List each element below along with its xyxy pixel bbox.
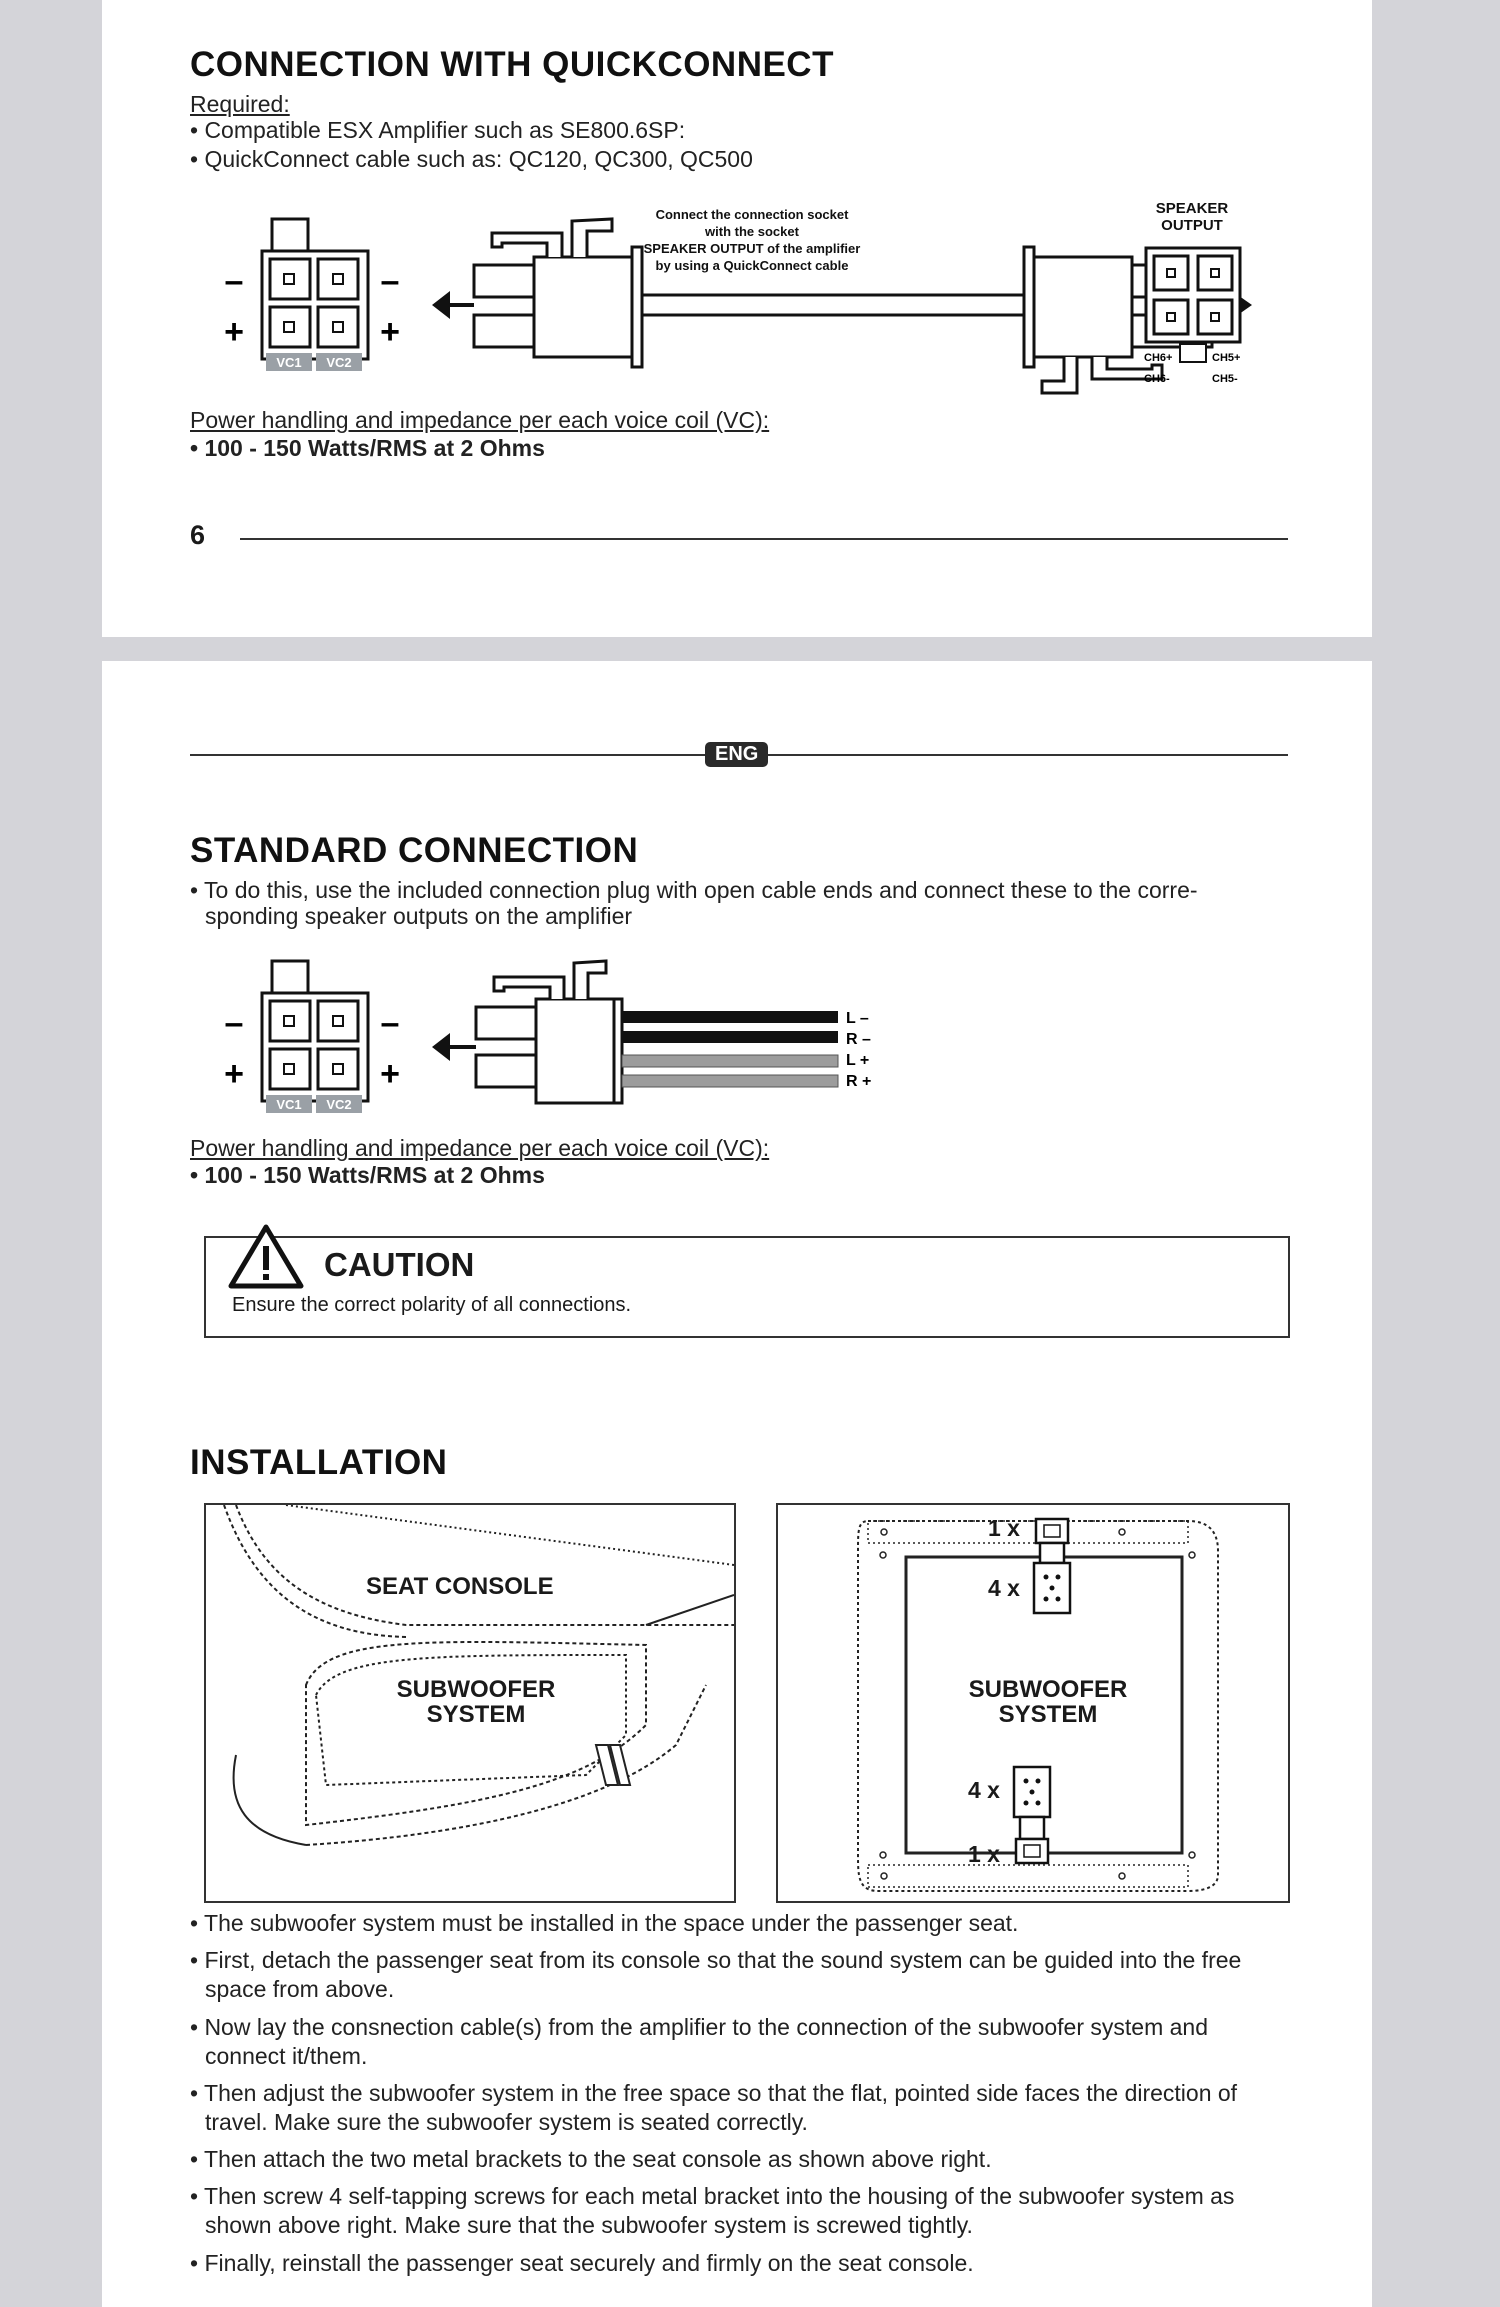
minus-sign: –: [224, 262, 244, 300]
top-4x-label: 4 x: [988, 1575, 1020, 1601]
standard-text: sponding speaker outputs on the amplifier: [205, 903, 633, 929]
minus-sign: –: [224, 1004, 244, 1042]
bottom-4x-label: 4 x: [968, 1777, 1000, 1803]
ch-label: CH5+: [1212, 352, 1241, 364]
list-item: • First, detach the passenger seat from its console so that the sound system can be guided into the free: [190, 1947, 1242, 1973]
open-end-plug: [476, 961, 622, 1103]
wire-black: [622, 1011, 838, 1023]
vc1-label: VC1: [276, 355, 302, 370]
caution-text: Ensure the correct polarity of all connections.: [232, 1294, 632, 1316]
manual-page-7: [102, 661, 1372, 2307]
standard-connection-title: STANDARD CONNECTION: [190, 831, 639, 870]
list-item-cont: connect it/them.: [205, 2043, 368, 2069]
minus-sign: –: [380, 1004, 400, 1042]
list-item-cont: shown above right. Make sure that the subwoofer system is screwed tightly.: [205, 2212, 973, 2238]
subwoofer-label-line: SYSTEM: [998, 1701, 1098, 1728]
list-item: • Finally, reinstall the passenger seat securely and firmly on the seat console.: [190, 2250, 974, 2276]
seat-console-label: SEAT CONSOLE: [366, 1573, 554, 1600]
installation-steps: [190, 1909, 1300, 2289]
speaker-output-label: [1142, 200, 1242, 234]
subwoofer-label-line: SUBWOOFER: [968, 1676, 1128, 1703]
bracket-mounting-diagram: [776, 1503, 1290, 1903]
note-line: Connect the connection socket: [655, 207, 849, 222]
list-item: • Then screw 4 self-tapping screws for each metal bracket into the housing of the subwoofer system as: [190, 2183, 1235, 2209]
power-handling-label: Power handling and impedance per each voice coil (VC):: [190, 1135, 770, 1161]
plus-sign: +: [380, 1055, 400, 1093]
list-item: • Then adjust the subwoofer system in the free space so that the flat, pointed side faces the direction of: [190, 2080, 1238, 2106]
speaker-output-line: SPEAKER: [1155, 200, 1229, 217]
list-item: • Then attach the two metal brackets to the seat console as shown above right.: [190, 2146, 992, 2172]
bottom-1x-label: 1 x: [968, 1841, 1000, 1867]
vc1-label: VC1: [276, 1097, 302, 1112]
caution-title: CAUTION: [324, 1246, 475, 1283]
list-item-cont: space from above.: [205, 1976, 395, 2002]
warning-triangle-icon: [226, 1222, 306, 1292]
list-item: • Now lay the consnection cable(s) from the amplifier to the connection of the subwoofer system and: [190, 2014, 1209, 2040]
list-item: • The subwoofer system must be installed in the space under the passenger seat.: [190, 1910, 1019, 1936]
power-handling-label: Power handling and impedance per each voice coil (VC):: [190, 407, 770, 433]
page-number: 6: [190, 520, 206, 550]
speaker-terminal-block: [224, 961, 400, 1113]
wire-label: L –: [846, 1010, 869, 1027]
language-badge: ENG: [705, 742, 768, 767]
list-item-cont: travel. Make sure the subwoofer system is seated correctly.: [205, 2109, 808, 2135]
quickconnect-note: [632, 206, 872, 274]
required-item: • QuickConnect cable such as: QC120, QC300, QC500: [190, 146, 753, 172]
quickconnect-plug-left: [474, 219, 642, 367]
wire-grey: [622, 1055, 838, 1067]
footer-rule: [240, 538, 1288, 540]
ch-label: CH6-: [1144, 373, 1170, 385]
subwoofer-system-label: [376, 1677, 576, 1727]
vc2-label: VC2: [326, 1097, 352, 1112]
wire-black: [622, 1031, 838, 1043]
note-line: with the socket: [705, 224, 799, 239]
ch-label: CH6+: [1144, 352, 1173, 364]
wire-label: R +: [846, 1073, 872, 1090]
wire-grey: [622, 1075, 838, 1087]
plus-sign: +: [224, 1055, 244, 1093]
subwoofer-label-line: SUBWOOFER: [396, 1676, 556, 1703]
quickconnect-title: CONNECTION WITH QUICKCONNECT: [190, 45, 834, 84]
subwoofer-system-label: [948, 1677, 1148, 1727]
seat-console-diagram: [204, 1503, 736, 1903]
power-handling-value: • 100 - 150 Watts/RMS at 2 Ohms: [190, 435, 545, 461]
plus-sign: +: [224, 313, 244, 351]
top-1x-label: 1 x: [988, 1515, 1020, 1541]
subwoofer-label-line: SYSTEM: [426, 1701, 526, 1728]
speaker-output-line: OUTPUT: [1161, 217, 1223, 234]
installation-title: INSTALLATION: [190, 1443, 448, 1482]
required-item: • Compatible ESX Amplifier such as SE800.6SP:: [190, 117, 686, 143]
minus-sign: –: [380, 262, 400, 300]
speaker-output-terminal: [1142, 244, 1262, 394]
note-line: SPEAKER OUTPUT of the amplifier: [643, 241, 861, 256]
note-line: by using a QuickConnect cable: [655, 258, 849, 273]
arrow-left-icon: [432, 291, 450, 319]
vc2-label: VC2: [326, 355, 352, 370]
wire-label: R –: [846, 1031, 871, 1048]
manual-page-6: [102, 0, 1372, 637]
standard-text: • To do this, use the included connection plug with open cable ends and connect these to the corre-: [190, 877, 1198, 903]
wire-label: L +: [846, 1052, 870, 1069]
plus-sign: +: [380, 313, 400, 351]
caution-box: [204, 1236, 1290, 1338]
power-handling-value: • 100 - 150 Watts/RMS at 2 Ohms: [190, 1162, 545, 1188]
ch-label: CH5-: [1212, 373, 1238, 385]
required-label: Required:: [190, 91, 290, 117]
standard-connection-diagram: [202, 951, 1102, 1131]
speaker-terminal-block: [224, 219, 400, 371]
arrow-left-icon: [432, 1033, 450, 1061]
